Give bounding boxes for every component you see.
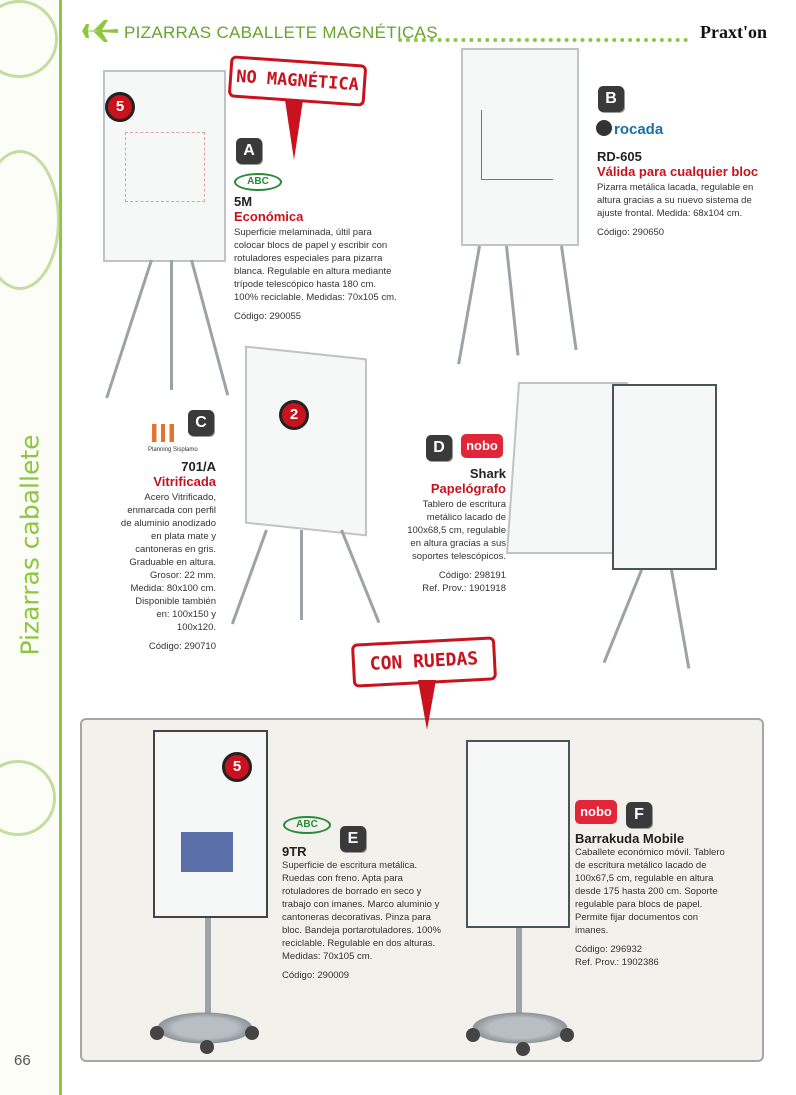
header-divider [398, 38, 688, 42]
product-letter-d: D [426, 435, 452, 461]
product-b-leg [457, 246, 481, 365]
caster-wheel-icon [245, 1026, 259, 1040]
product-a-description: Superficie melaminada, últil para colocar blocs de papel y escribir con rotuladores especiales para pizarra blanca. Regulable en altura mediante trípode telescópico hasta 180 cm. 100% reciclable. Medidas: 70x105 cm. [234, 227, 397, 303]
section-label: Pizarras caballete [15, 434, 45, 656]
product-d-paper-image [506, 382, 628, 554]
product-a-leg [105, 260, 153, 399]
product-a-leg [190, 260, 229, 396]
product-f-ref: Ref. Prov.: 1902386 [575, 957, 659, 968]
document-drawing [181, 832, 233, 872]
product-a-leg [170, 260, 173, 390]
product-a-model: 5M [234, 194, 253, 209]
product-b-leg [560, 246, 578, 350]
product-c-code: Código: 290710 [148, 641, 216, 652]
caster-wheel-icon [516, 1042, 530, 1056]
product-d-feature: Papelógrafo [430, 481, 506, 496]
page-title: PIZARRAS CABALLETE MAGNÉTICAS [124, 23, 438, 42]
product-e-description: Superficie de escritura metálica. Ruedas con freno. Apta para rotuladores de borrado en seco y trabajo con imanes. Marco aluminio y cantoneras decorativas. Pinza para bloc. Bandeja portarotuladores. 100% reciclable. Regulable en dos alturas. Medidas: 70x105 cm. [282, 860, 441, 962]
product-c-leg [231, 529, 268, 624]
product-b-image [461, 48, 579, 246]
postmark-stamp-icon [0, 0, 58, 78]
postmark-stamp-icon [0, 150, 60, 290]
planning-sisplamo-logo-icon [152, 424, 174, 442]
product-c-description: Acero Vitrificado, enmarcada con perfil de aluminio anodizado en plata mate y cantoneras en gris. Graduable en altura. Grosor: 22 mm. Medida: 80x100 cm. Disponible también en: 100x150 y 100x120. [120, 492, 216, 633]
warranty-seal: 5 [222, 752, 252, 782]
product-a-feature: Económica [234, 209, 304, 224]
product-d-model: Shark [469, 466, 506, 481]
product-f-image [466, 740, 570, 928]
product-letter-a: A [236, 138, 262, 164]
planning-sisplamo-logo: Planning Sisplamo [148, 447, 198, 453]
abc-logo: ABC [234, 173, 282, 191]
product-e-info [282, 845, 442, 982]
product-f-info [575, 832, 725, 969]
product-b-feature: Válida para cualquier bloc [597, 164, 759, 179]
product-letter-c: C [188, 410, 214, 436]
warranty-seal: 5 [105, 92, 135, 122]
caster-wheel-icon [560, 1028, 574, 1042]
con-ruedas-callout: CON RUEDAS [351, 636, 497, 687]
caster-wheel-icon [466, 1028, 480, 1042]
product-d-image [612, 384, 717, 570]
flipchart-drawing [125, 132, 205, 202]
product-b-description: Pizarra metálica lacada, regulable en altura gracias a su nuevo sistema de ajuste frontal. Medida: 68x104 cm. [597, 182, 754, 219]
callout-pointer [285, 100, 303, 160]
product-f-pole [516, 928, 522, 1023]
warranty-seal: 2 [279, 400, 309, 430]
product-c-leg [300, 530, 303, 620]
product-d-ref: Ref. Prov.: 1901918 [422, 583, 506, 594]
product-c-info [120, 460, 216, 653]
product-letter-f: F [626, 802, 652, 828]
callout-pointer [418, 680, 436, 730]
product-d-code: Código: 298191 [438, 570, 506, 581]
product-e-model: 9TR [282, 844, 307, 859]
sidebar [0, 0, 62, 1095]
page-number: 66 [14, 1052, 31, 1069]
product-f-code: Código: 296932 [575, 944, 643, 955]
product-c-feature: Vitrificada [153, 474, 216, 489]
product-a-code: Código: 290055 [234, 311, 302, 322]
caster-wheel-icon [150, 1026, 164, 1040]
brand-logo: Praxt'on [700, 22, 767, 42]
product-letter-e: E [340, 826, 366, 852]
caster-wheel-icon [200, 1040, 214, 1054]
abc-logo: ABC [283, 816, 331, 834]
product-b-code: Código: 290650 [597, 227, 665, 238]
rocada-logo: rocada [614, 121, 664, 138]
nobo-logo: nobo [461, 434, 503, 458]
product-e-pole [205, 918, 211, 1023]
product-letter-b: B [598, 86, 624, 112]
product-b-info [597, 150, 765, 239]
postmark-stamp-icon [0, 760, 56, 836]
rocada-logo-icon [596, 120, 612, 136]
product-c-leg [340, 529, 380, 623]
product-d-leg [603, 569, 643, 663]
bar-chart-drawing [481, 110, 553, 180]
product-b-leg [505, 246, 519, 356]
product-c-image [245, 346, 367, 537]
nobo-logo: nobo [575, 800, 617, 824]
product-f-base [465, 1010, 575, 1046]
product-a-info [234, 195, 402, 323]
product-d-description: Tablero de escritura metálico lacado de 100x68,5 cm, regulable en altura gracias a sus soportes telescópicos. [407, 499, 506, 562]
product-e-image [153, 730, 268, 918]
product-d-info [396, 467, 506, 595]
product-f-description: Caballete económico móvil. Tablero de escritura metálico lacado de 100x67,5 cm, regulable en altura desde 175 hasta 200 cm. Soporte regulable para blocs de papel. Permite fijar documentos con imanes. [575, 847, 725, 936]
airplane-icon [80, 18, 120, 44]
product-c-model: 701/A [181, 459, 216, 474]
product-e-code: Código: 290009 [282, 970, 350, 981]
product-d-leg [670, 570, 690, 669]
product-b-model: RD-605 [597, 149, 642, 164]
product-f-model: Barrakuda Mobile [575, 831, 685, 846]
no-magnetica-callout: NO MAGNÉTICA [228, 55, 368, 106]
